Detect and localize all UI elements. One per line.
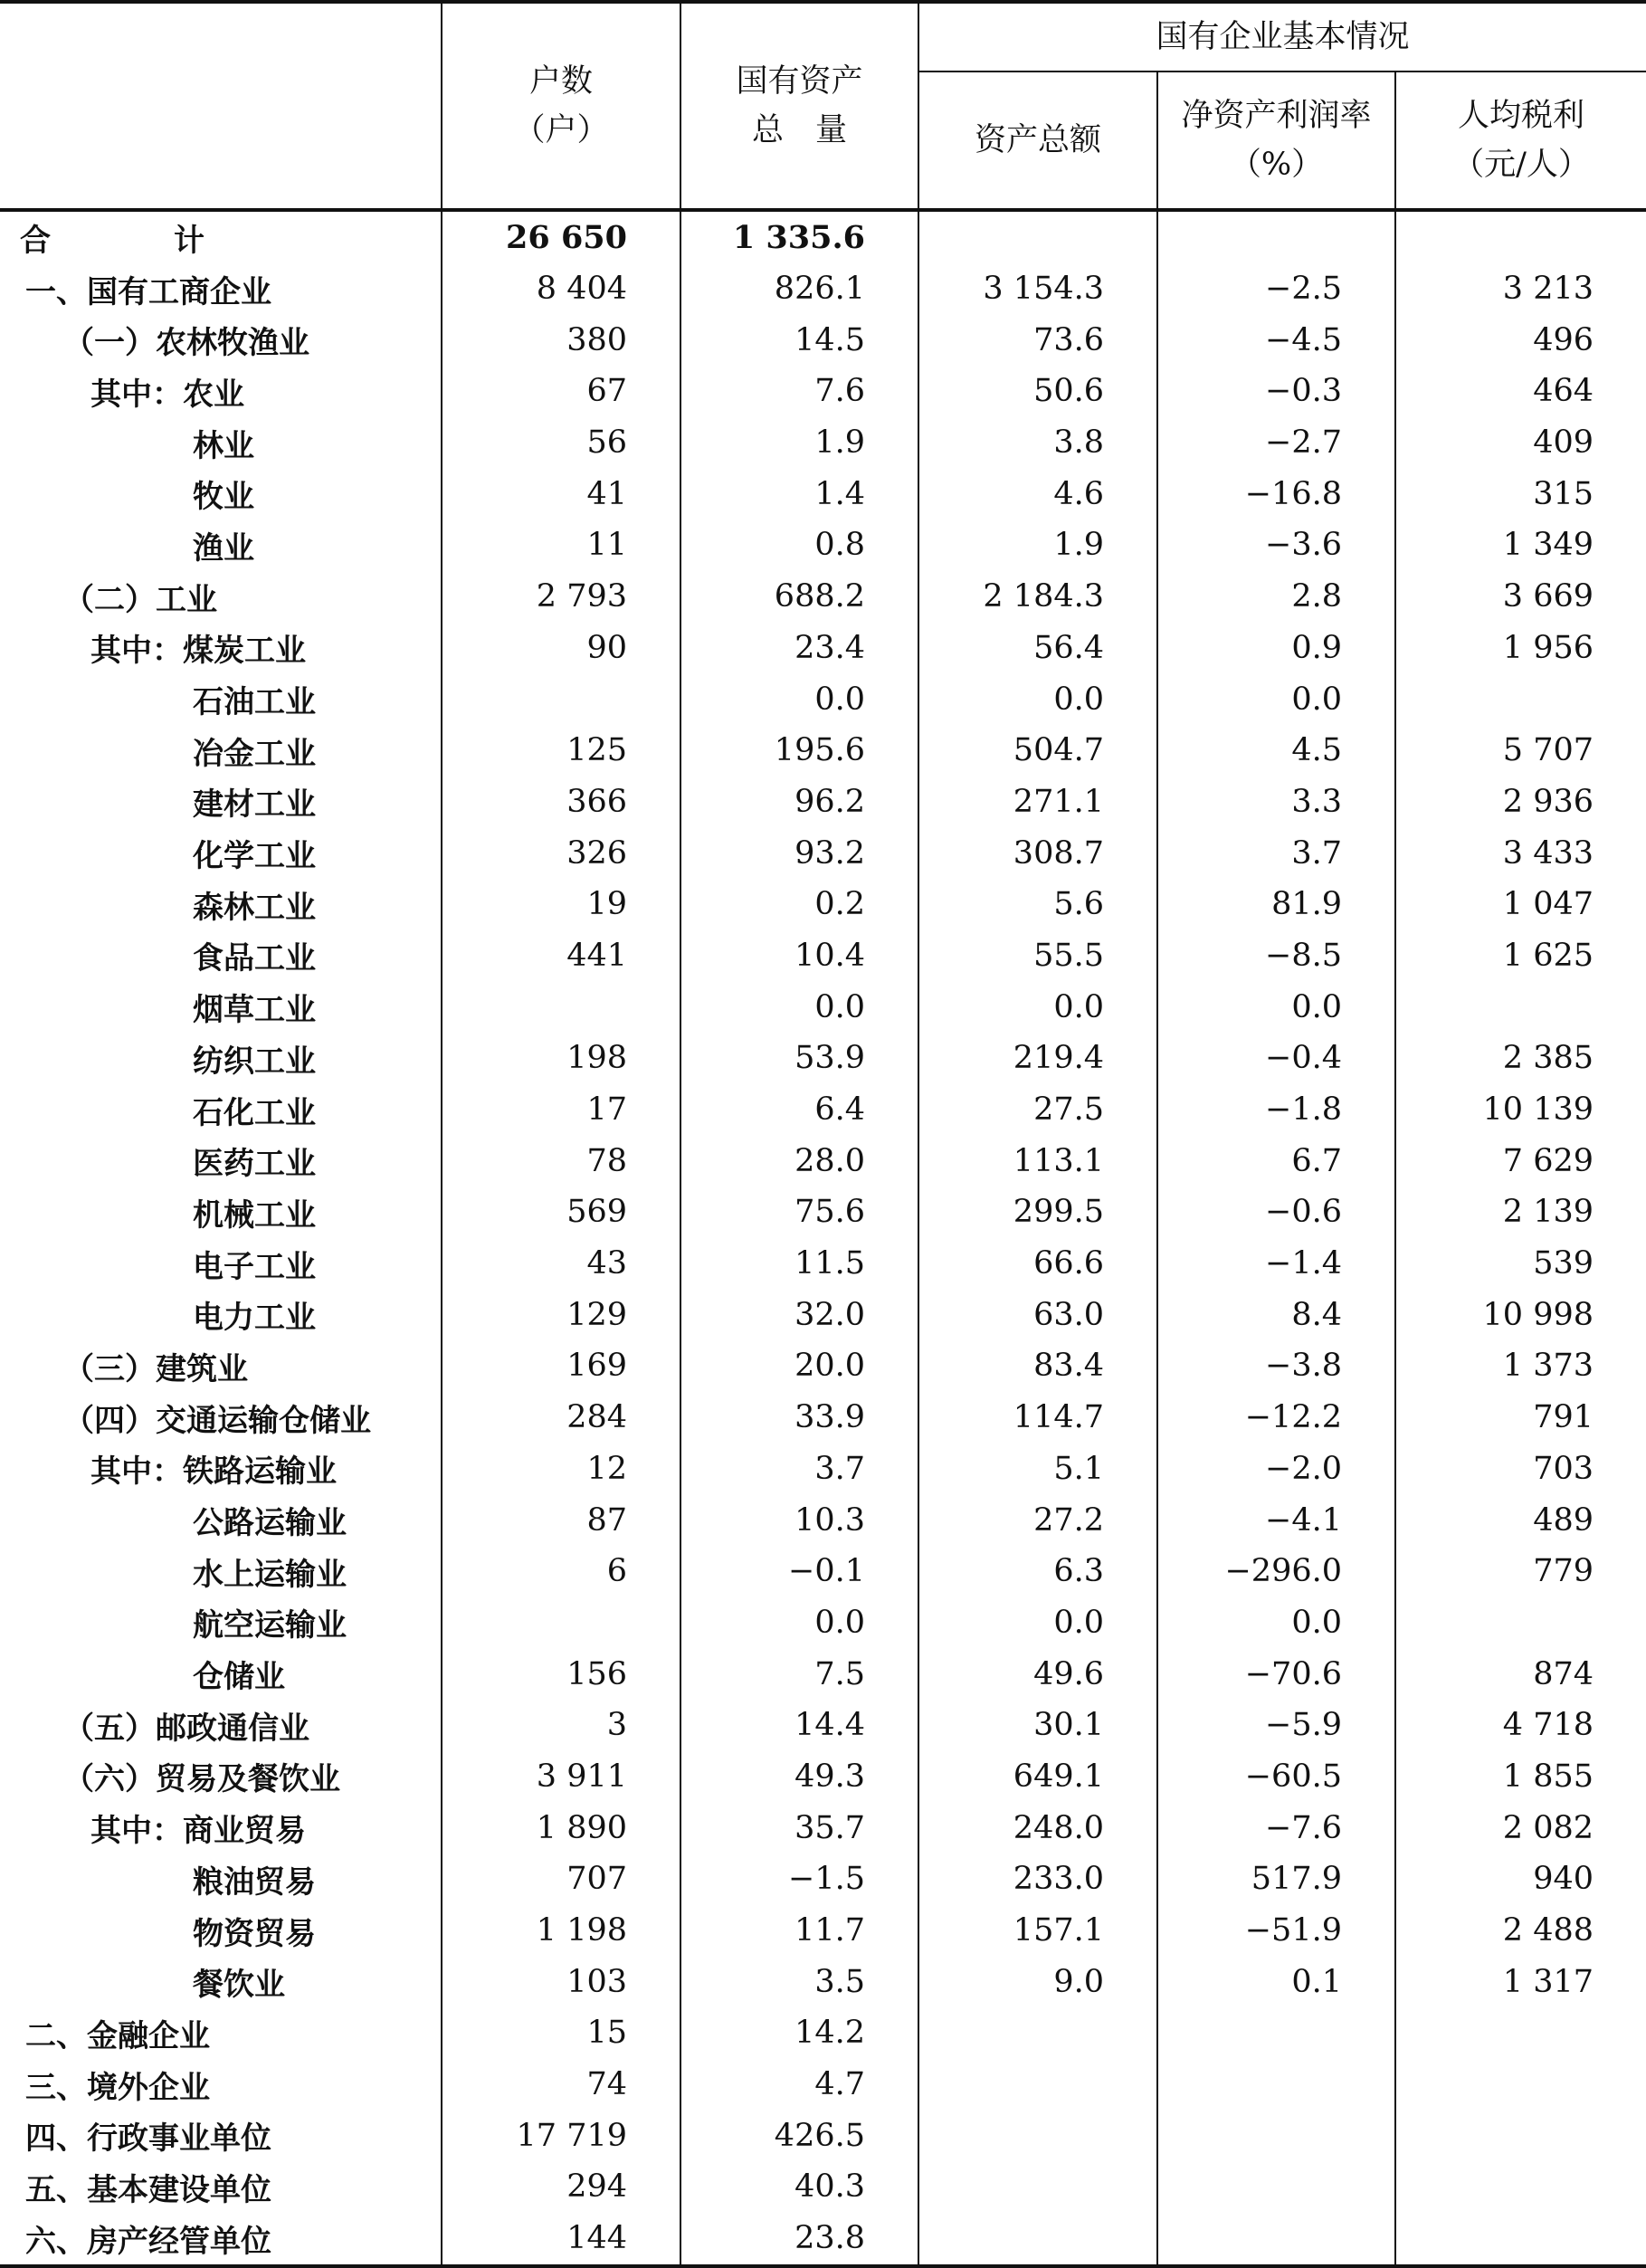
- tax-per-capita-cell: 2 488: [1395, 1905, 1646, 1957]
- tax-per-capita-cell: 496: [1395, 314, 1646, 366]
- total-assets-cell: 308.7: [918, 827, 1157, 879]
- tax-per-capita-cell: 1 349: [1395, 519, 1646, 571]
- tax-per-capita-cell: 2 936: [1395, 777, 1646, 828]
- header-profit-rate: [1157, 71, 1395, 210]
- state-assets-cell: 688.2: [680, 571, 918, 623]
- total-assets-cell: [918, 2161, 1157, 2213]
- profit-rate-cell: −296.0: [1157, 1546, 1395, 1597]
- row-label: （二）工业: [63, 581, 217, 618]
- households-cell: 3: [442, 1700, 680, 1751]
- row-label: （六）贸易及餐饮业: [63, 1761, 340, 1798]
- profit-rate-cell: −2.7: [1157, 417, 1395, 469]
- state-assets-cell: 14.2: [680, 2007, 918, 2059]
- state-assets-cell: −1.5: [680, 1853, 918, 1905]
- table-header: [0, 2, 1646, 210]
- table-row: [0, 1289, 1646, 1340]
- table-row: [0, 1905, 1646, 1957]
- total-assets-cell: 50.6: [918, 366, 1157, 417]
- profit-rate-cell: −12.2: [1157, 1392, 1395, 1444]
- households-cell: 198: [442, 1033, 680, 1084]
- profit-rate-cell: −3.8: [1157, 1340, 1395, 1392]
- table-row: [0, 1186, 1646, 1238]
- table-body: [0, 210, 1646, 2266]
- households-cell: 87: [442, 1494, 680, 1546]
- tax-per-capita-cell: 2 385: [1395, 1033, 1646, 1084]
- row-label: 石油工业: [193, 684, 316, 721]
- profit-rate-cell: −2.5: [1157, 263, 1395, 315]
- row-label: 一、国有工商企业: [25, 273, 271, 310]
- households-cell: 144: [442, 2213, 680, 2266]
- table-row: [0, 1033, 1646, 1084]
- households-cell: 17 719: [442, 2110, 680, 2161]
- total-assets-cell: 113.1: [918, 1135, 1157, 1186]
- state-assets-cell: 1.4: [680, 468, 918, 519]
- tax-per-capita-cell: 5 707: [1395, 725, 1646, 777]
- tax-per-capita-cell: 791: [1395, 1392, 1646, 1444]
- row-label: 机械工业: [193, 1196, 316, 1234]
- table-row: [0, 1956, 1646, 2007]
- households-cell: 41: [442, 468, 680, 519]
- row-label: 粮油贸易: [193, 1863, 316, 1901]
- row-label: 六、房产经管单位: [0, 2213, 442, 2266]
- table-row: [0, 1340, 1646, 1392]
- total-assets-cell: 504.7: [918, 725, 1157, 777]
- state-assets-cell: 3.5: [680, 1956, 918, 2007]
- state-assets-cell: 195.6: [680, 725, 918, 777]
- header-total-assets: 资产总额: [918, 71, 1157, 210]
- tax-per-capita-cell: 489: [1395, 1494, 1646, 1546]
- households-cell: 26 650: [442, 210, 680, 263]
- total-assets-cell: 0.0: [918, 673, 1157, 725]
- households-cell: 380: [442, 314, 680, 366]
- row-label: 森林工业: [193, 889, 316, 926]
- table-row: [0, 827, 1646, 879]
- table-row: [0, 1597, 1646, 1649]
- table-row: [0, 1392, 1646, 1444]
- total-assets-cell: 63.0: [918, 1289, 1157, 1340]
- state-assets-cell: 28.0: [680, 1135, 918, 1186]
- state-assets-cell: 7.5: [680, 1648, 918, 1700]
- tax-per-capita-cell: 1 373: [1395, 1340, 1646, 1392]
- total-assets-cell: 6.3: [918, 1546, 1157, 1597]
- row-label: （一）农林牧渔业: [63, 325, 309, 362]
- state-assets-cell: 11.7: [680, 1905, 918, 1957]
- row-label: 牧业: [193, 479, 254, 516]
- state-assets-cell: 14.5: [680, 314, 918, 366]
- tax-per-capita-cell: [1395, 1597, 1646, 1649]
- row-label: 医药工业: [193, 1146, 316, 1183]
- table-row: [0, 519, 1646, 571]
- table-row: [0, 1700, 1646, 1751]
- profit-rate-cell: −1.4: [1157, 1238, 1395, 1290]
- state-assets-cell: 0.0: [680, 1597, 918, 1649]
- total-assets-cell: 3 154.3: [918, 263, 1157, 315]
- tax-per-capita-cell: [1395, 2161, 1646, 2213]
- table-row: [0, 2007, 1646, 2059]
- table-row: [0, 1648, 1646, 1700]
- state-assets-cell: 96.2: [680, 777, 918, 828]
- header-profit-rate-unit: （%）: [1229, 147, 1324, 183]
- table-row: [0, 1546, 1646, 1597]
- state-assets-cell: 426.5: [680, 2110, 918, 2161]
- profit-rate-cell: 0.0: [1157, 981, 1395, 1033]
- tax-per-capita-cell: 409: [1395, 417, 1646, 469]
- table-row: [0, 673, 1646, 725]
- total-assets-cell: 55.5: [918, 930, 1157, 982]
- row-label: 建材工业: [193, 786, 316, 824]
- total-assets-cell: [918, 2007, 1157, 2059]
- table-row: [0, 571, 1646, 623]
- row-label: 其中：铁路运输业: [90, 1453, 337, 1491]
- households-cell: 1 198: [442, 1905, 680, 1957]
- households-cell: 19: [442, 879, 680, 930]
- table-row: [0, 623, 1646, 674]
- total-assets-cell: 49.6: [918, 1648, 1157, 1700]
- total-assets-cell: 248.0: [918, 1802, 1157, 1853]
- row-label: （五）邮政通信业: [63, 1710, 309, 1747]
- table-row: [0, 1751, 1646, 1803]
- header-profit-rate-label: 净资产利润率: [1181, 97, 1372, 134]
- state-assets-cell: 0.0: [680, 981, 918, 1033]
- tax-per-capita-cell: 315: [1395, 468, 1646, 519]
- header-state-assets: [680, 2, 918, 210]
- households-cell: 74: [442, 2059, 680, 2111]
- total-assets-cell: 30.1: [918, 1700, 1157, 1751]
- profit-rate-cell: −5.9: [1157, 1700, 1395, 1751]
- households-cell: 2 793: [442, 571, 680, 623]
- profit-rate-cell: −70.6: [1157, 1648, 1395, 1700]
- profit-rate-cell: [1157, 2007, 1395, 2059]
- total-assets-cell: [918, 2110, 1157, 2161]
- row-label: 冶金工业: [193, 735, 316, 772]
- table-row: [0, 1135, 1646, 1186]
- households-cell: 17: [442, 1084, 680, 1136]
- tax-per-capita-cell: 1 625: [1395, 930, 1646, 982]
- profit-rate-cell: 3.3: [1157, 777, 1395, 828]
- state-assets-cell: 4.7: [680, 2059, 918, 2111]
- households-cell: 8 404: [442, 263, 680, 315]
- profit-rate-cell: −7.6: [1157, 1802, 1395, 1853]
- tax-per-capita-cell: 2 082: [1395, 1802, 1646, 1853]
- total-assets-cell: 66.6: [918, 1238, 1157, 1290]
- row-label: 餐饮业: [193, 1967, 285, 2004]
- state-assets-cell: 35.7: [680, 1802, 918, 1853]
- profit-rate-cell: −0.4: [1157, 1033, 1395, 1084]
- row-label: 二、金融企业: [25, 2017, 210, 2054]
- profit-rate-cell: 0.0: [1157, 673, 1395, 725]
- total-assets-cell: 1.9: [918, 519, 1157, 571]
- table-row: [0, 314, 1646, 366]
- total-assets-cell: [918, 2213, 1157, 2266]
- state-assets-cell: 23.4: [680, 623, 918, 674]
- header-tax-per-capita-label: 人均税利: [1457, 97, 1584, 134]
- profit-rate-cell: [1157, 2213, 1395, 2266]
- state-assets-cell: 23.8: [680, 2213, 918, 2266]
- tax-per-capita-cell: 3 669: [1395, 571, 1646, 623]
- table-row: [0, 417, 1646, 469]
- tax-per-capita-cell: 3 433: [1395, 827, 1646, 879]
- row-label: 四、行政事业单位: [25, 2120, 271, 2158]
- total-assets-cell: 157.1: [918, 1905, 1157, 1957]
- row-label: 林业: [193, 427, 254, 464]
- state-assets-cell: −0.1: [680, 1546, 918, 1597]
- row-label: 其中：商业贸易: [90, 1813, 306, 1850]
- tax-per-capita-cell: 10 998: [1395, 1289, 1646, 1340]
- total-assets-cell: 2 184.3: [918, 571, 1157, 623]
- total-assets-cell: 0.0: [918, 981, 1157, 1033]
- households-cell: 169: [442, 1340, 680, 1392]
- table-row: [0, 1802, 1646, 1853]
- row-label: 电力工业: [193, 1300, 316, 1337]
- total-assets-cell: 299.5: [918, 1186, 1157, 1238]
- table-row: [0, 263, 1646, 315]
- table-row: [0, 2161, 1646, 2213]
- households-cell: 156: [442, 1648, 680, 1700]
- households-cell: [442, 1597, 680, 1649]
- profit-rate-cell: −16.8: [1157, 468, 1395, 519]
- state-assets-cell: 0.0: [680, 673, 918, 725]
- total-assets-cell: 219.4: [918, 1033, 1157, 1084]
- households-cell: 90: [442, 623, 680, 674]
- row-label: 化学工业: [193, 838, 316, 875]
- state-assets-cell: 33.9: [680, 1392, 918, 1444]
- profit-rate-cell: −60.5: [1157, 1751, 1395, 1803]
- tax-per-capita-cell: 940: [1395, 1853, 1646, 1905]
- tax-per-capita-cell: 10 139: [1395, 1084, 1646, 1136]
- tax-per-capita-cell: [1395, 2213, 1646, 2266]
- table-row: [0, 468, 1646, 519]
- total-assets-cell: 114.7: [918, 1392, 1157, 1444]
- tax-per-capita-cell: 3 213: [1395, 263, 1646, 315]
- total-assets-cell: [918, 210, 1157, 263]
- households-cell: 6: [442, 1546, 680, 1597]
- row-label: 石化工业: [193, 1094, 316, 1131]
- households-cell: 366: [442, 777, 680, 828]
- table-row: [0, 210, 1646, 263]
- tax-per-capita-cell: [1395, 2110, 1646, 2161]
- state-assets-cell: 7.6: [680, 366, 918, 417]
- profit-rate-cell: 81.9: [1157, 879, 1395, 930]
- row-label: （三）建筑业: [63, 1350, 248, 1387]
- row-label: 纺织工业: [193, 1043, 316, 1080]
- header-households-label: 户数: [528, 62, 593, 100]
- state-assets-cell: 11.5: [680, 1238, 918, 1290]
- tax-per-capita-cell: [1395, 981, 1646, 1033]
- profit-rate-cell: 6.7: [1157, 1135, 1395, 1186]
- state-assets-cell: 49.3: [680, 1751, 918, 1803]
- tax-per-capita-cell: 1 956: [1395, 623, 1646, 674]
- households-cell: 284: [442, 1392, 680, 1444]
- header-tax-per-capita: [1395, 71, 1646, 210]
- state-assets-cell: 40.3: [680, 2161, 918, 2213]
- state-assets-cell: 75.6: [680, 1186, 918, 1238]
- households-cell: [442, 981, 680, 1033]
- state-assets-cell: 6.4: [680, 1084, 918, 1136]
- households-cell: 43: [442, 1238, 680, 1290]
- table-row: [0, 930, 1646, 982]
- header-households: [442, 2, 680, 210]
- profit-rate-cell: −1.8: [1157, 1084, 1395, 1136]
- profit-rate-cell: −4.1: [1157, 1494, 1395, 1546]
- profit-rate-cell: −8.5: [1157, 930, 1395, 982]
- row-label: 电子工业: [193, 1248, 316, 1285]
- table-row: [0, 1494, 1646, 1546]
- header-state-assets-line1: 国有资产: [736, 62, 863, 100]
- header-state-assets-line2: 总 量: [751, 112, 847, 148]
- row-label: 物资贸易: [193, 1915, 316, 1952]
- state-assets-cell: 10.3: [680, 1494, 918, 1546]
- households-cell: 56: [442, 417, 680, 469]
- state-assets-cell: 3.7: [680, 1444, 918, 1495]
- state-assets-cell: 93.2: [680, 827, 918, 879]
- total-assets-cell: 4.6: [918, 468, 1157, 519]
- state-assets-cell: 14.4: [680, 1700, 918, 1751]
- households-cell: 129: [442, 1289, 680, 1340]
- table-row: [0, 2213, 1646, 2266]
- profit-rate-cell: 3.7: [1157, 827, 1395, 879]
- row-label: 水上运输业: [193, 1556, 347, 1593]
- state-assets-cell: 10.4: [680, 930, 918, 982]
- row-label: 三、境外企业: [25, 2069, 210, 2106]
- profit-rate-cell: −0.6: [1157, 1186, 1395, 1238]
- table-row: [0, 366, 1646, 417]
- table-row: [0, 1853, 1646, 1905]
- table-row: [0, 879, 1646, 930]
- total-assets-cell: 233.0: [918, 1853, 1157, 1905]
- tax-per-capita-cell: [1395, 2007, 1646, 2059]
- total-assets-cell: 5.6: [918, 879, 1157, 930]
- total-assets-cell: 3.8: [918, 417, 1157, 469]
- profit-rate-cell: [1157, 210, 1395, 263]
- total-assets-cell: 27.2: [918, 1494, 1157, 1546]
- row-label: 其中：煤炭工业: [90, 633, 306, 670]
- row-label: 渔业: [193, 529, 254, 567]
- row-label: 仓储业: [193, 1659, 285, 1696]
- state-assets-cell: 1.9: [680, 417, 918, 469]
- profit-rate-cell: −3.6: [1157, 519, 1395, 571]
- header-group-title: 国有企业基本情况: [918, 2, 1646, 71]
- total-assets-cell: [918, 2059, 1157, 2111]
- households-cell: 3 911: [442, 1751, 680, 1803]
- profit-rate-cell: 8.4: [1157, 1289, 1395, 1340]
- table-row: [0, 2110, 1646, 2161]
- state-assets-cell: 0.8: [680, 519, 918, 571]
- households-cell: 67: [442, 366, 680, 417]
- header-tax-per-capita-unit: （元/人）: [1452, 147, 1590, 183]
- tax-per-capita-cell: 1 317: [1395, 1956, 1646, 2007]
- households-cell: [442, 673, 680, 725]
- total-assets-cell: 271.1: [918, 777, 1157, 828]
- row-label: （四）交通运输仓储业: [63, 1402, 371, 1439]
- table-row: [0, 981, 1646, 1033]
- households-cell: 12: [442, 1444, 680, 1495]
- profit-rate-cell: 517.9: [1157, 1853, 1395, 1905]
- state-assets-cell: 826.1: [680, 263, 918, 315]
- state-assets-cell: 20.0: [680, 1340, 918, 1392]
- total-assets-cell: 9.0: [918, 1956, 1157, 2007]
- households-cell: 103: [442, 1956, 680, 2007]
- profit-rate-cell: −51.9: [1157, 1905, 1395, 1957]
- profit-rate-cell: 0.0: [1157, 1597, 1395, 1649]
- profit-rate-cell: −0.3: [1157, 366, 1395, 417]
- row-label: 合 计: [20, 222, 205, 259]
- tax-per-capita-cell: [1395, 673, 1646, 725]
- state-assets-cell: 0.2: [680, 879, 918, 930]
- row-label: 公路运输业: [193, 1505, 347, 1542]
- table-row: [0, 1444, 1646, 1495]
- tax-per-capita-cell: 779: [1395, 1546, 1646, 1597]
- tax-per-capita-cell: 1 047: [1395, 879, 1646, 930]
- households-cell: 125: [442, 725, 680, 777]
- table-row: [0, 777, 1646, 828]
- total-assets-cell: 0.0: [918, 1597, 1157, 1649]
- profit-rate-cell: [1157, 2059, 1395, 2111]
- table-row: [0, 2059, 1646, 2111]
- row-label: 五、基本建设单位: [25, 2171, 271, 2208]
- state-assets-cell: 32.0: [680, 1289, 918, 1340]
- row-label: 食品工业: [193, 940, 316, 977]
- profit-rate-cell: [1157, 2161, 1395, 2213]
- total-assets-cell: 27.5: [918, 1084, 1157, 1136]
- row-label: 航空运输业: [193, 1607, 347, 1644]
- total-assets-cell: 5.1: [918, 1444, 1157, 1495]
- households-cell: 707: [442, 1853, 680, 1905]
- header-blank-cell: [0, 2, 442, 210]
- tax-per-capita-cell: 2 139: [1395, 1186, 1646, 1238]
- households-cell: 15: [442, 2007, 680, 2059]
- profit-rate-cell: 2.8: [1157, 571, 1395, 623]
- profit-rate-cell: 0.1: [1157, 1956, 1395, 2007]
- tax-per-capita-cell: 539: [1395, 1238, 1646, 1290]
- row-label: 其中：农业: [90, 376, 244, 413]
- households-cell: 294: [442, 2161, 680, 2213]
- table-row: [0, 725, 1646, 777]
- tax-per-capita-cell: [1395, 2059, 1646, 2111]
- profit-rate-cell: 4.5: [1157, 725, 1395, 777]
- tax-per-capita-cell: 464: [1395, 366, 1646, 417]
- total-assets-cell: 56.4: [918, 623, 1157, 674]
- profit-rate-cell: 0.9: [1157, 623, 1395, 674]
- households-cell: 1 890: [442, 1802, 680, 1853]
- households-cell: 11: [442, 519, 680, 571]
- profit-rate-cell: [1157, 2110, 1395, 2161]
- total-assets-cell: 73.6: [918, 314, 1157, 366]
- households-cell: 78: [442, 1135, 680, 1186]
- tax-per-capita-cell: 7 629: [1395, 1135, 1646, 1186]
- table-row: [0, 1238, 1646, 1290]
- header-households-unit: （户）: [513, 112, 609, 148]
- households-cell: 569: [442, 1186, 680, 1238]
- tax-per-capita-cell: 4 718: [1395, 1700, 1646, 1751]
- profit-rate-cell: −4.5: [1157, 314, 1395, 366]
- table-row: [0, 1084, 1646, 1136]
- total-assets-cell: 83.4: [918, 1340, 1157, 1392]
- tax-per-capita-cell: [1395, 210, 1646, 263]
- state-assets-cell: 1 335.6: [680, 210, 918, 263]
- state-assets-cell: 53.9: [680, 1033, 918, 1084]
- tax-per-capita-cell: 703: [1395, 1444, 1646, 1495]
- tax-per-capita-cell: 1 855: [1395, 1751, 1646, 1803]
- tax-per-capita-cell: 874: [1395, 1648, 1646, 1700]
- households-cell: 441: [442, 930, 680, 982]
- row-label: 烟草工业: [193, 992, 316, 1029]
- total-assets-cell: 649.1: [918, 1751, 1157, 1803]
- households-cell: 326: [442, 827, 680, 879]
- profit-rate-cell: −2.0: [1157, 1444, 1395, 1495]
